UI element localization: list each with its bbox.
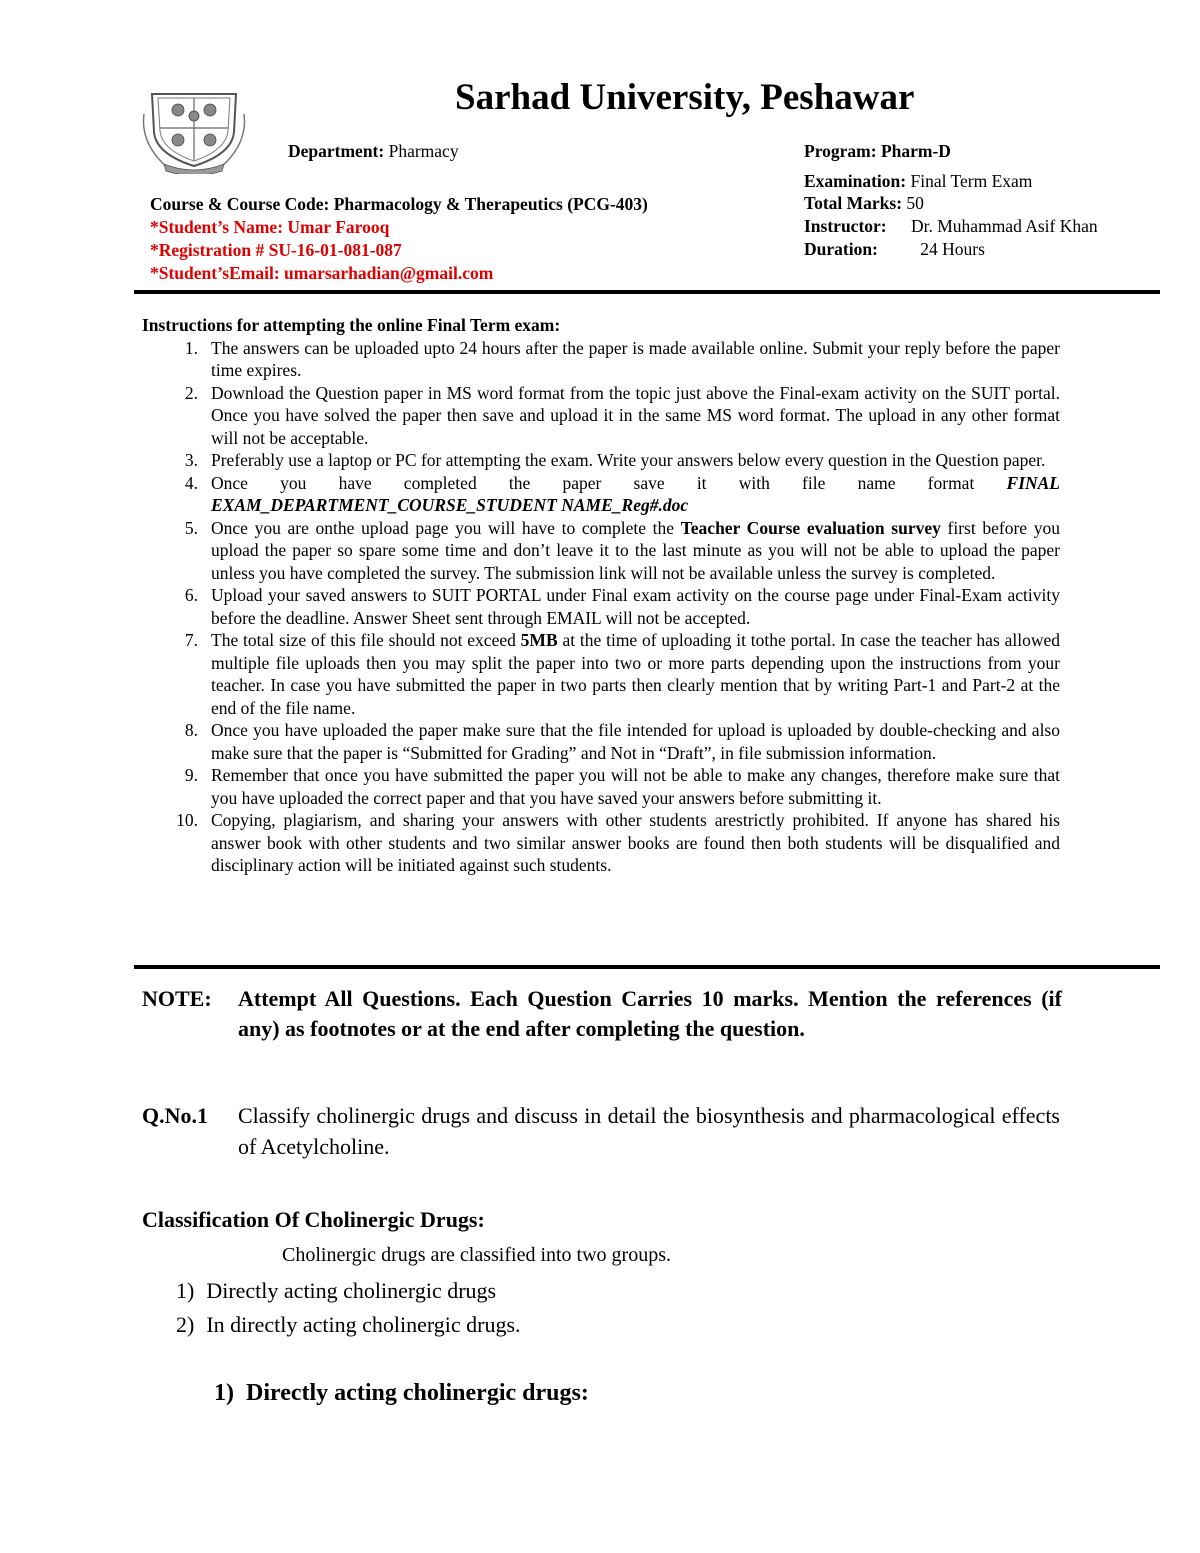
department-line: [288, 140, 459, 163]
department-value: Pharmacy: [388, 141, 459, 161]
instructor-label: Instructor:: [804, 216, 887, 236]
program-label: Program:: [804, 141, 877, 161]
instruction-item: 6. Upload your saved answers to SUIT PORTAL under Final exam activity on the course page under Final-Exam activity before the deadline. Answer Sheet sent through EMAIL will not be accepted.: [184, 585, 1060, 628]
examination-line: [804, 170, 1032, 193]
question-text: Classify cholinergic drugs and discuss in detail the biosynthesis and pharmacological effects of Acetylcholine.: [238, 1103, 1060, 1159]
group-item: 1) Directly acting cholinergic drugs: [176, 1278, 497, 1303]
examination-value: Final Term Exam: [910, 171, 1033, 191]
classification-heading: Classification Of Cholinergic Drugs:: [142, 1207, 485, 1232]
duration-label: Duration:: [804, 239, 878, 259]
instruction-item: 2. Download the Question paper in MS word format from the topic just above the Final-exam activity on the SUIT portal. Once you have solved the paper then save and upload it in the same MS word format. The upload in any other format will not be acceptable.: [184, 382, 1060, 448]
instructions-list: [142, 337, 1060, 877]
department-label: Department:: [288, 141, 385, 161]
course-code-line: Course & Course Code: Pharmacology & Therapeutics (PCG-403): [150, 194, 648, 214]
instruction-item: 9. Remember that once you have submitted the paper you will not be able to make any changes, therefore make sure that you have uploaded the correct paper and that you have saved your answers before submitting it.: [184, 765, 1060, 808]
instruction-item: 5. Once you are onthe upload page you will have to complete the Teacher Course evaluation survey first before you upload the paper so spare some time and don’t leave it to the last minute as you will not be able to upload the paper unless you have completed the survey. The submission link will not be available unless the survey is completed.: [184, 517, 1060, 583]
total-marks-line: [804, 192, 924, 215]
instructions-title: Instructions for attempting the online Final Term exam:: [142, 315, 561, 335]
university-name: Sarhad University, Peshawar: [455, 77, 915, 118]
registration-number: *Registration # SU-16-01-081-087: [150, 240, 402, 260]
student-name: *Student’s Name: Umar Farooq: [150, 217, 390, 237]
file-name-format: FINAL EXAM_DEPARTMENT_COURSE_STUDENT NAME_Reg#.doc: [211, 472, 1060, 515]
instruction-item: 8. Once you have uploaded the paper make sure that the file intended for upload is uploaded by double-checking and also make sure that the paper is “Submitted for Grading” and Not in “Draft”, in file submission information.: [184, 720, 1060, 763]
instructor-value: Dr. Muhammad Asif Khan: [911, 216, 1098, 236]
note-text: Attempt All Questions. Each Question Carries 10 marks. Mention the references (if any) as footnotes or at the end after completing the question.: [238, 986, 1062, 1041]
instruction-item: 4. Once you have completed the paper save it with file name format FINAL EXAM_DEPARTMENT_COURSE_STUDENT NAME_Reg#.doc: [184, 472, 1060, 515]
instruction-item: 1. The answers can be uploaded upto 24 hours after the paper is made available online. Submit your reply before the paper time expires.: [184, 337, 1060, 380]
duration-value: 24 Hours: [920, 239, 985, 259]
note-block: [142, 984, 1062, 1044]
instructions-divider: [134, 965, 1160, 969]
note-label: NOTE:: [142, 986, 212, 1011]
instructor-line: [804, 215, 1098, 238]
examination-label: Examination:: [804, 171, 907, 191]
program-value: Pharm-D: [880, 141, 951, 161]
question-label: Q.No.1: [142, 1103, 208, 1128]
header-divider: [134, 290, 1160, 294]
direct-acting-subheading: 1) Directly acting cholinergic drugs:: [214, 1380, 589, 1406]
instruction-item: 7. The total size of this file should not exceed 5MB at the time of uploading it tothe portal. In case the teacher has allowed multiple file uploads then you may split the paper into two or more parts depending upon the instructions from your teacher. In case you have submitted the paper in two parts then clearly mention that by writing Part-1 and Part-2 at the end of the file name.: [184, 630, 1060, 718]
student-email: *Student’sEmail: umarsarhadian@gmail.com: [150, 263, 494, 283]
instructions-section: [142, 314, 1060, 877]
total-marks-label: Total Marks:: [804, 193, 903, 213]
instruction-item: 10. Copying, plagiarism, and sharing your answers with other students arestrictly prohibited. If anyone has shared his answer book with other students and two similar answer books are found then both students will be disqualified and disciplinary action will be initiated against such students.: [176, 810, 1060, 875]
question-1: [142, 1100, 1060, 1162]
total-marks-value: 50: [906, 193, 924, 213]
instruction-item: 3. Preferably use a laptop or PC for attempting the exam. Write your answers below every question in the Question paper.: [184, 450, 1046, 470]
classification-intro: Cholinergic drugs are classified into two groups.: [282, 1244, 672, 1266]
group-item: 2) In directly acting cholinergic drugs.: [176, 1312, 521, 1337]
duration-line: [804, 238, 985, 261]
program-line: [804, 140, 951, 163]
university-seal-logo: [138, 84, 250, 174]
